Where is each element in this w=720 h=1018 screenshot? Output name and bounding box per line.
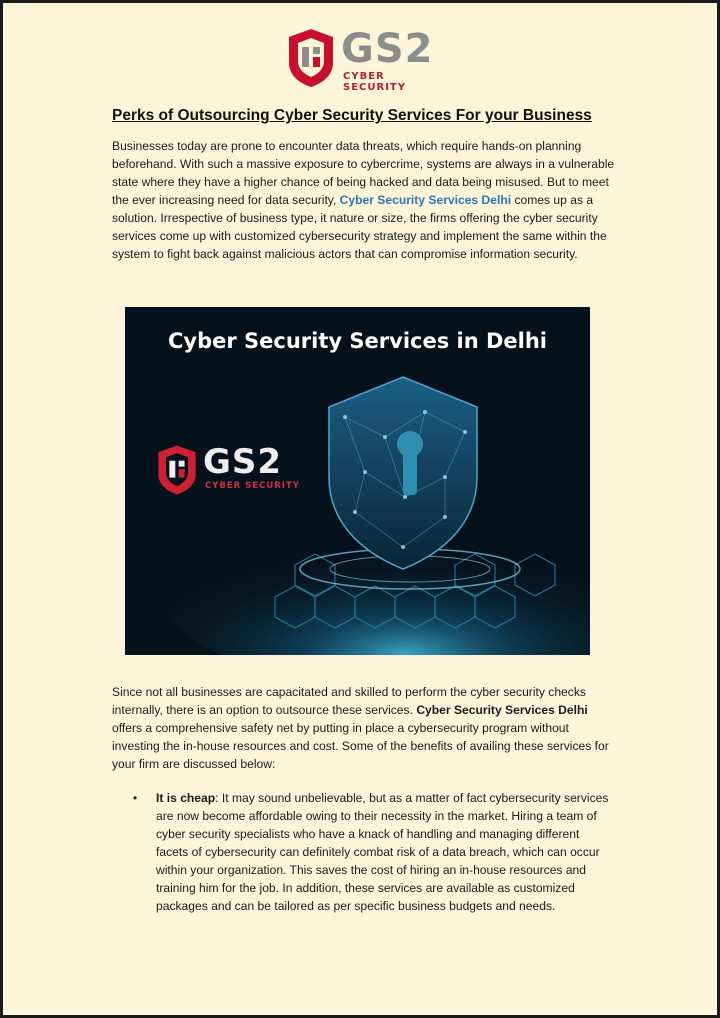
intro-text-end: comes up as a solution. Irrespective of business type, it nature or size, the firms offering the cyber security services come up with customized cybersecurity strategy and implement the same within the system to fight back against malicious actors that can compromise information security. (112, 193, 607, 261)
banner-title: Cyber Security Services in Delhi (168, 329, 547, 353)
second-paragraph (112, 683, 616, 773)
gs2-emblem-icon (155, 443, 199, 497)
page-title: Perks of Outsourcing Cyber Security Services For your Business (112, 107, 592, 124)
benefits-list (133, 789, 613, 915)
banner-logo-wordmark: GS2 (203, 442, 283, 482)
cyber-security-services-delhi-bold: Cyber Security Services Delhi (416, 703, 588, 717)
benefit-text: : It may sound unbelievable, but as a matter of fact cybersecurity services are now become affordable owing to their necessity in the market. Hiring a team of cyber security specialists who have a knack of handling and managing different facets of cybersecurity can definitely combat risk of a data breach, which can occur within your organization. This saves the cost of hiring an in-house resources and training him for the job. In addition, these services are available as customized packages and can be tailored as per specific business budgets and needs. (156, 791, 609, 913)
intro-paragraph (112, 137, 616, 263)
banner-logo-tagline: CYBER SECURITY (205, 481, 300, 491)
bullet-icon: • (133, 791, 138, 805)
second-text-end: offers a comprehensive safety net by putting in place a cybersecurity program without investing the in-house resources and cost. Some of the benefits of availing these services for your firm are discussed below: (112, 721, 609, 771)
second-text-start: Since not all businesses are capacitated and skilled to perform the cyber security checks internally, there is an option to outsource these services. (112, 685, 586, 717)
banner-gs2-logo (155, 443, 305, 497)
logo-wordmark: GS2 (341, 26, 434, 72)
benefit-title: It is cheap (156, 791, 216, 805)
list-item (133, 789, 613, 915)
gs2-emblem-icon (285, 27, 337, 89)
gs2-logo (285, 26, 450, 93)
banner-image (125, 307, 590, 655)
intro-text-start: Businesses today are prone to encounter data threats, which require hands-on planning beforehand. With such a massive exposure to cybercrime, systems are always in a vulnerable state where they have a higher chance of being hacked and data being misused. But to meet the ever increasing need for data security, (112, 139, 615, 207)
logo-tagline: CYBER SECURITY (343, 71, 406, 93)
cyber-security-services-delhi-link[interactable]: Cyber Security Services Delhi (339, 193, 512, 207)
